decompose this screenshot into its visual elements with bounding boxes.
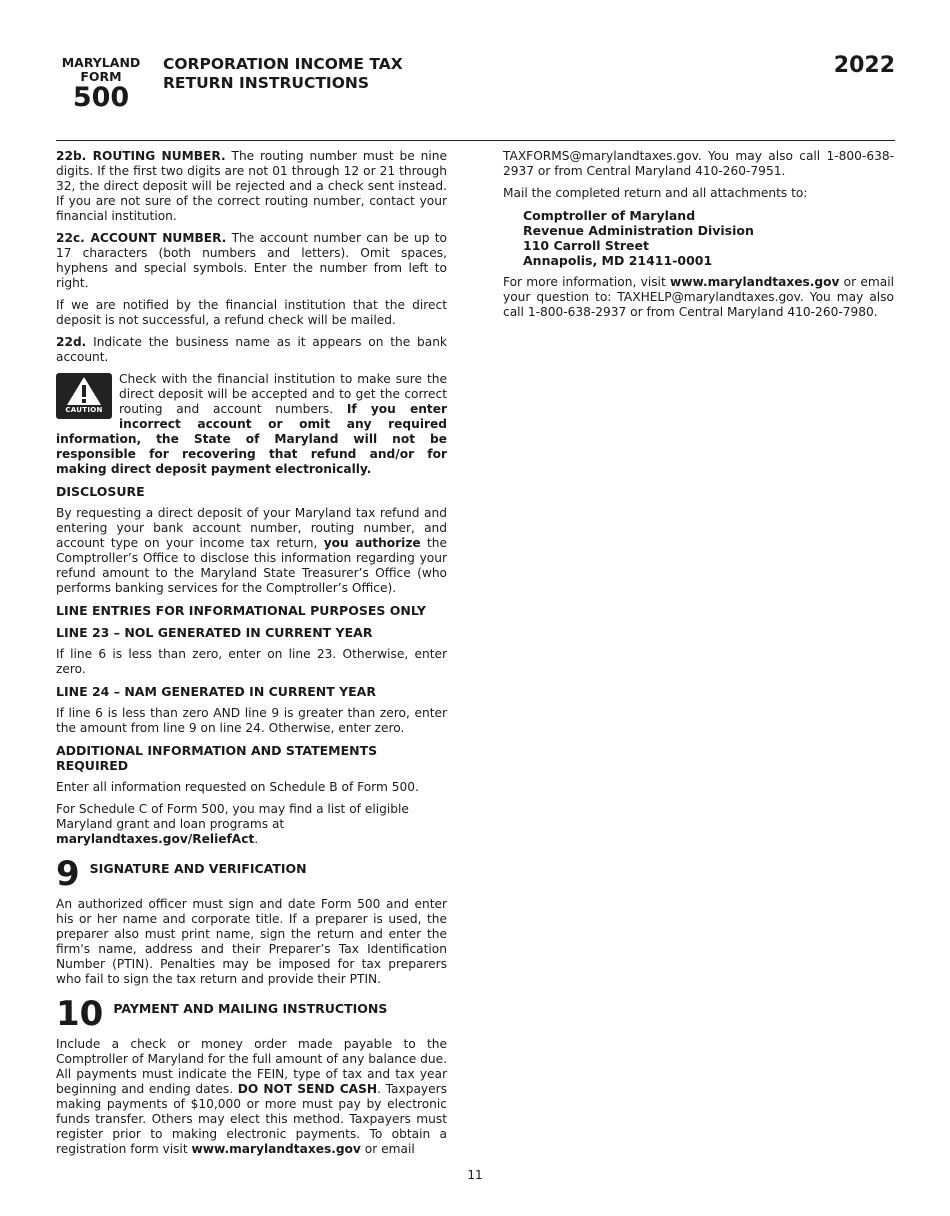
caution-icon — [56, 373, 112, 419]
routing-number-text: The routing number must be nine digits. If the first two digits are not 01 through 12 or 21 through 32, the direct deposit will be rejected and a check sent instead. If you are not sure of the correct routing number, contact your financial institution. — [56, 149, 447, 223]
relief-act-link[interactable]: marylandtaxes.gov/ReliefAct — [56, 832, 255, 846]
section-9-title: SIGNATURE AND VERIFICATION — [89, 861, 307, 876]
payment-paragraph — [56, 1037, 447, 1157]
tax-year: 2022 — [833, 53, 895, 78]
additional-info-heading: ADDITIONAL INFORMATION AND STATEMENTS REQUIRED — [56, 743, 378, 773]
form-badge — [56, 56, 146, 112]
more-info-paragraph — [503, 275, 894, 320]
line-entries-heading: LINE ENTRIES FOR INFORMATIONAL PURPOSES ONLY — [56, 603, 426, 618]
title-line-2: RETURN INSTRUCTIONS — [163, 74, 370, 92]
line23-paragraph: If line 6 is less than zero, enter on line 23. Otherwise, enter zero. — [56, 647, 447, 676]
routing-number-paragraph — [56, 149, 447, 224]
section-10-number: 10 — [56, 997, 104, 1031]
disclosure-text-2: the Comptroller’s Office to disclose this information regarding your refund amount to the Maryland State Treasurer’s Office (who performs banking services for the Comptroller’s Office). — [56, 536, 448, 595]
account-number-text: The account number can be up to 17 characters (both numbers and letters). Omit spaces, hyphens and special symbols. Enter the number from left to right. — [56, 231, 447, 290]
caution-block — [56, 372, 447, 477]
caution-paragraph — [56, 372, 447, 477]
more-info-link[interactable]: www.marylandtaxes.gov — [669, 275, 840, 289]
more-info-text-1: For more information, visit — [503, 275, 670, 289]
mailing-address — [523, 208, 894, 268]
account-number-paragraph — [56, 231, 447, 291]
business-name-paragraph — [56, 335, 447, 365]
taxforms-paragraph: TAXFORMS@marylandtaxes.gov. You may also call 1-800-638-2937 or from Central Maryland 410-260-7951. — [503, 149, 894, 178]
business-name-text: Indicate the business name as it appears on the bank account. — [56, 335, 447, 364]
caution-bold-text: If you enter incorrect account or omit any required information, the State of Maryland will not be responsible for recovering that refund and/or for making direct deposit payment electronically. — [56, 402, 447, 476]
line24-paragraph: If line 6 is less than zero AND line 9 is greater than zero, enter the amount from line 9 on line 24. Otherwise, enter zero. — [56, 706, 447, 735]
do-not-send-cash: DO NOT SEND CASH — [237, 1082, 378, 1096]
page-number: 11 — [467, 1168, 483, 1182]
payment-text-3: or email — [360, 1142, 415, 1156]
schedule-c-paragraph — [56, 802, 447, 847]
header-divider — [56, 140, 895, 141]
disclosure-bold: you authorize — [323, 536, 421, 550]
form-number: 500 — [72, 82, 130, 113]
right-column — [503, 149, 894, 327]
schedule-b-paragraph: Enter all information requested on Schedule B of Form 500. — [56, 780, 419, 794]
line24-heading: LINE 24 – NAM GENERATED IN CURRENT YEAR — [56, 684, 376, 699]
refund-check-paragraph: If we are notified by the financial institution that the direct deposit is not successful, a refund check will be mailed. — [56, 298, 447, 327]
caution-icon-label: CAUTION — [65, 406, 103, 414]
payment-text-1: Include a check or money order made payable to the Comptroller of Maryland for the full amount of any balance due. All payments must indicate the FEIN, type of tax and tax year beginning and ending dates. — [56, 1037, 447, 1096]
payment-text-2: . Taxpayers making payments of $10,000 or more must pay by electronic funds transfer. Others may elect this method. Taxpayers must register prior to making electronic payments. To obtain a registration form visit — [56, 1082, 447, 1156]
left-column — [56, 149, 447, 1164]
section-9-number: 9 — [56, 857, 80, 891]
relief-period: . — [254, 832, 259, 846]
signature-paragraph: An authorized officer must sign and date Form 500 and enter his or her name and corporate title. If a preparer is used, the preparer also must print name, sign the return and enter the firm's name, address and their Preparer’s Tax Identification Number (PTIN). Penalties may be imposed for tax preparers who fail to sign the tax return and provide their PTIN. — [56, 897, 447, 986]
form-label: FORM — [80, 69, 122, 84]
line23-heading: LINE 23 – NOL GENERATED IN CURRENT YEAR — [56, 625, 373, 640]
address-line-4: Annapolis, MD 21411-0001 — [523, 253, 713, 268]
address-line-1: Comptroller of Maryland — [523, 208, 696, 223]
business-name-label: 22d. — [56, 335, 87, 349]
account-number-label: 22c. ACCOUNT NUMBER. — [56, 231, 227, 245]
routing-number-label: 22b. ROUTING NUMBER. — [56, 149, 226, 163]
disclosure-text-1: By requesting a direct deposit of your Maryland tax refund and entering your bank account number, routing number, and account type on your income tax return, — [56, 506, 447, 550]
state-label: MARYLAND — [61, 55, 141, 70]
schedule-c-text: For Schedule C of Form 500, you may find a list of eligible Maryland grant and loan programs at — [56, 802, 409, 831]
section-10-title: PAYMENT AND MAILING INSTRUCTIONS — [113, 1001, 388, 1016]
more-info-text-2: or email your question to: TAXHELP@marylandtaxes.gov. You may also call 1-800-638-2937 or from Central Maryland 410-260-7980. — [503, 275, 895, 319]
page-title — [163, 55, 403, 93]
warning-triangle-icon — [66, 376, 102, 406]
section-9-heading — [56, 857, 447, 891]
disclosure-paragraph — [56, 506, 447, 596]
address-line-3: 110 Carroll Street — [523, 238, 649, 253]
section-10-heading — [56, 997, 447, 1031]
address-line-2: Revenue Administration Division — [523, 223, 754, 238]
title-line-1: CORPORATION INCOME TAX — [163, 55, 403, 73]
marylandtaxes-link[interactable]: www.marylandtaxes.gov — [191, 1142, 361, 1156]
mail-instruction: Mail the completed return and all attachments to: — [503, 186, 808, 200]
caution-text: Check with the financial institution to make sure the direct deposit will be accepted and to get the correct routing and account numbers. — [119, 372, 447, 416]
disclosure-heading: DISCLOSURE — [56, 484, 145, 499]
